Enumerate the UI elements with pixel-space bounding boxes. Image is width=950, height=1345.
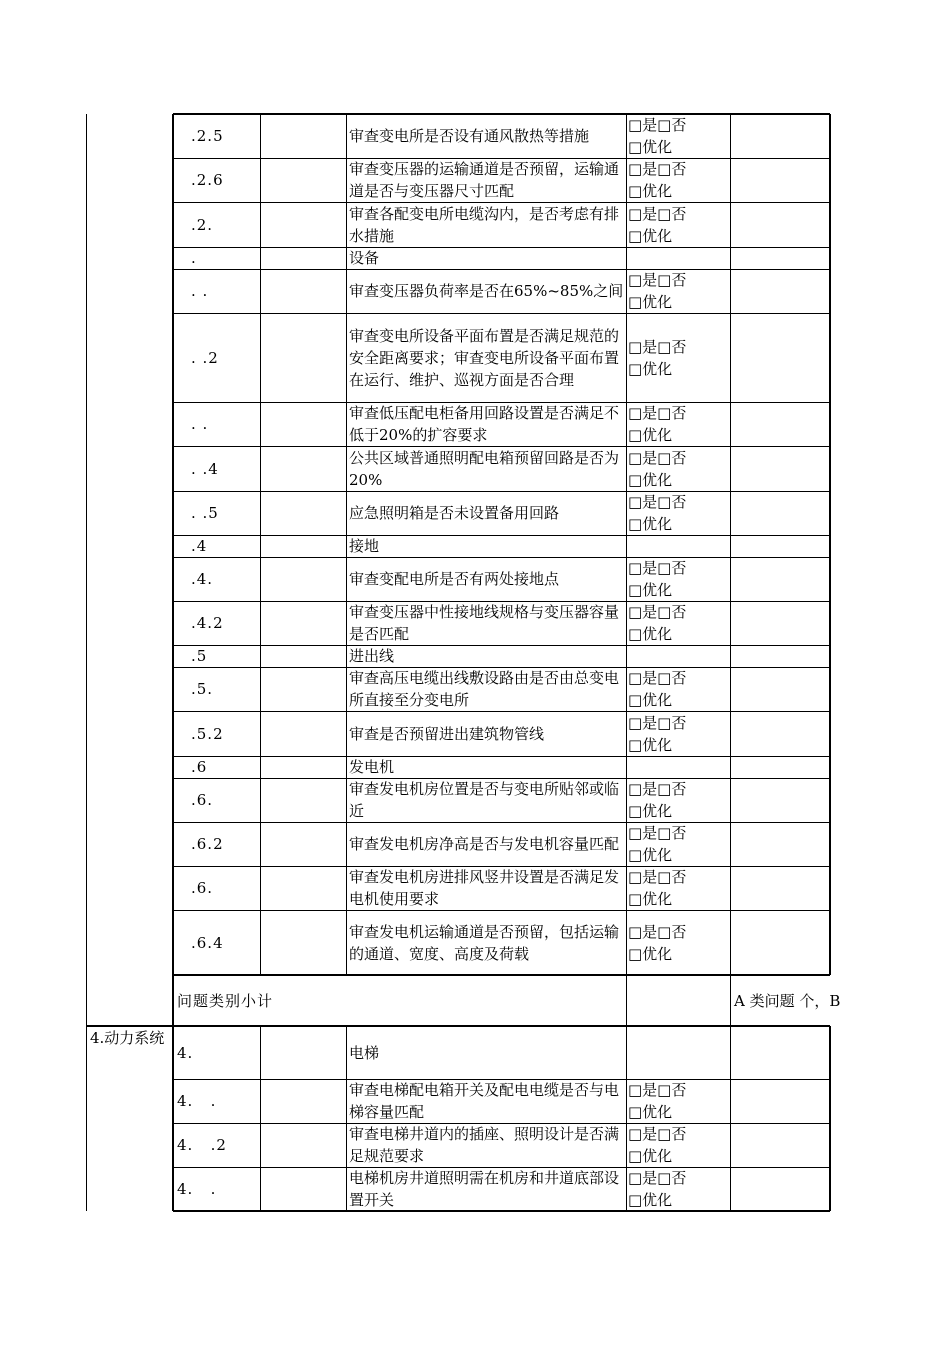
grid-line-h xyxy=(173,113,830,115)
yes-no-checkboxes[interactable]: □是□否 xyxy=(628,868,687,886)
optimize-checkbox[interactable]: □优化 xyxy=(628,182,673,200)
item-description-text: 审查电梯井道内的插座、照明设计是否满足规范要求 xyxy=(349,1125,620,1165)
item-number xyxy=(173,535,260,557)
review-options[interactable] xyxy=(626,711,730,756)
yes-no-checkboxes[interactable]: □是□否 xyxy=(628,824,687,842)
grid-line-v xyxy=(829,1026,831,1211)
grid-line-v xyxy=(346,114,347,975)
item-number xyxy=(173,446,260,491)
optimize-checkbox[interactable]: □优化 xyxy=(628,1103,673,1121)
item-description-text: 公共区域普通照明配电箱预留回路是否为20% xyxy=(349,448,620,489)
item-number xyxy=(173,1123,260,1167)
optimize-checkbox[interactable]: □优化 xyxy=(628,735,673,754)
review-options[interactable] xyxy=(626,158,730,202)
item-description-text: 接地 xyxy=(349,537,380,555)
grid-line-h xyxy=(173,866,830,867)
grid-line-h xyxy=(173,1079,830,1080)
item-number xyxy=(173,756,260,778)
optimize-checkbox[interactable]: □优化 xyxy=(628,426,673,444)
yes-no-checkboxes[interactable]: □是□否 xyxy=(628,404,687,422)
grid-line-h xyxy=(173,645,830,646)
optimize-checkbox[interactable]: □优化 xyxy=(628,802,673,820)
item-number-text: .4. xyxy=(191,570,214,588)
optimize-checkbox[interactable]: □优化 xyxy=(628,944,673,963)
item-description-text: 审查各配变电所电缆沟内，是否考虑有排水措施 xyxy=(349,204,620,245)
grid-line-h xyxy=(86,1025,830,1027)
item-number-text: 4. xyxy=(177,1043,194,1062)
grid-line-h xyxy=(173,1210,830,1212)
item-description xyxy=(346,1079,626,1123)
review-options[interactable] xyxy=(626,822,730,866)
item-description-text: 审查变压器负荷率是否在65%~85%之间 xyxy=(349,282,624,300)
item-number xyxy=(173,557,260,601)
subtotal-summary xyxy=(730,975,900,1026)
item-number-text: .5. xyxy=(191,680,214,698)
item-description-text: 审查发电机房净高是否与发电机容量匹配 xyxy=(349,835,620,853)
item-number xyxy=(173,910,260,975)
yes-no-checkboxes[interactable]: □是□否 xyxy=(628,922,687,941)
subtotal-label xyxy=(173,975,626,1026)
grid-line-v xyxy=(829,114,831,975)
item-number xyxy=(173,247,260,269)
grid-line-v xyxy=(86,114,87,1211)
item-number xyxy=(173,1026,260,1079)
item-number-text: .2. xyxy=(191,215,214,234)
grid-line-h xyxy=(173,974,830,976)
review-options[interactable] xyxy=(626,910,730,975)
grid-line-h xyxy=(173,778,830,779)
item-number-text: .6.2 xyxy=(191,835,224,853)
item-description xyxy=(346,269,626,313)
item-number xyxy=(173,313,260,402)
options-group[interactable] xyxy=(628,1167,686,1211)
item-description xyxy=(346,711,626,756)
review-options[interactable] xyxy=(626,114,730,158)
item-description-text: 审查发电机运输通道是否预留，包括运输的通道、宽度、高度及荷载 xyxy=(349,922,620,963)
item-description-text: 应急照明箱是否未设置备用回路 xyxy=(349,504,560,522)
item-number xyxy=(173,601,260,645)
item-description-text: 审查低压配电柜备用回路设置是否满足不低于20%的扩容要求 xyxy=(349,404,620,444)
item-number xyxy=(173,778,260,822)
optimize-checkbox[interactable]: □优化 xyxy=(628,138,673,156)
options-group[interactable] xyxy=(628,601,686,645)
grid-line-h xyxy=(173,1167,830,1168)
item-number-text: . .5 xyxy=(191,504,219,522)
item-description-text: 设备 xyxy=(349,249,380,267)
options-group[interactable] xyxy=(628,203,686,247)
options-group[interactable] xyxy=(628,557,686,601)
item-number-text: 4. . xyxy=(177,1180,217,1198)
optimize-checkbox[interactable]: □优化 xyxy=(628,890,673,908)
item-description xyxy=(346,822,626,866)
item-number xyxy=(173,402,260,446)
item-number xyxy=(173,1079,260,1123)
item-number xyxy=(173,1167,260,1211)
item-number-text: . . xyxy=(191,415,209,433)
optimize-checkbox[interactable]: □优化 xyxy=(628,470,673,489)
yes-no-checkboxes[interactable]: □是□否 xyxy=(628,271,687,289)
optimize-checkbox[interactable]: □优化 xyxy=(628,293,673,311)
yes-no-checkboxes[interactable]: □是□否 xyxy=(628,1081,687,1099)
grid-line-h xyxy=(173,202,830,203)
options-group[interactable] xyxy=(628,491,686,535)
grid-line-v xyxy=(260,114,261,975)
item-description-text: 审查变压器中性接地线规格与变压器容量是否匹配 xyxy=(349,603,620,643)
item-description-text: 审查发电机房进排风竖井设置是否满足发电机使用要求 xyxy=(349,868,620,908)
review-options[interactable] xyxy=(626,402,730,446)
yes-no-checkboxes[interactable]: □是□否 xyxy=(628,337,687,356)
review-options[interactable] xyxy=(626,313,730,402)
review-options[interactable] xyxy=(626,866,730,910)
item-number-text: . .2 xyxy=(191,348,219,367)
item-number-text: . .4 xyxy=(191,459,219,478)
item-description xyxy=(346,778,626,822)
item-description-text: 审查变配电所是否有两处接地点 xyxy=(349,570,560,588)
item-description-text: 审查变电所是否设有通风散热等措施 xyxy=(349,127,590,145)
grid-line-v xyxy=(346,1026,347,1211)
item-number xyxy=(173,269,260,313)
review-options[interactable] xyxy=(626,202,730,247)
item-description xyxy=(346,557,626,601)
item-number-text: .6.4 xyxy=(191,933,224,952)
item-number-text: .6 xyxy=(191,758,208,776)
item-description-text: 审查电梯配电箱开关及配电电缆是否与电梯容量匹配 xyxy=(349,1081,620,1121)
review-options[interactable] xyxy=(626,1123,730,1167)
grid-line-h xyxy=(173,601,830,602)
item-number xyxy=(173,114,260,158)
item-description xyxy=(346,247,626,269)
item-number-text: .5 xyxy=(191,647,208,665)
options-group[interactable] xyxy=(628,866,686,910)
grid-line-h xyxy=(173,402,830,403)
grid-line-h xyxy=(173,756,830,757)
review-options[interactable] xyxy=(626,446,730,491)
subtotal-label-text: 问题类别小计 xyxy=(177,991,274,1010)
optimize-checkbox[interactable]: □优化 xyxy=(628,625,673,643)
yes-no-checkboxes[interactable]: □是□否 xyxy=(628,559,687,577)
item-number-text: . . xyxy=(191,282,209,300)
optimize-checkbox[interactable]: □优化 xyxy=(628,359,673,378)
item-number xyxy=(173,822,260,866)
item-description xyxy=(346,535,626,557)
item-description xyxy=(346,1026,626,1079)
item-number-text: .5.2 xyxy=(191,724,224,743)
item-description-text: 电梯 xyxy=(349,1043,380,1062)
item-description xyxy=(346,1167,626,1211)
item-number-text: .2.5 xyxy=(191,127,224,145)
yes-no-checkboxes[interactable]: □是□否 xyxy=(628,780,687,798)
section-name-text: 4.动力系统 xyxy=(90,1029,165,1047)
section-name xyxy=(86,1026,173,1211)
yes-no-checkboxes[interactable]: □是□否 xyxy=(628,204,687,223)
grid-line-v xyxy=(730,114,731,1211)
item-description-text: 审查变电所设备平面布置是否满足规范的安全距离要求；审查变电所设备平面布置在运行、维护、巡视方面是否合理 xyxy=(349,326,620,389)
item-description-text: 审查是否预留进出建筑物管线 xyxy=(349,724,545,743)
review-options[interactable] xyxy=(626,601,730,645)
optimize-checkbox[interactable]: □优化 xyxy=(628,515,673,533)
item-description xyxy=(346,601,626,645)
review-options[interactable] xyxy=(626,491,730,535)
grid-line-h xyxy=(173,667,830,668)
review-options[interactable] xyxy=(626,269,730,313)
item-number-text: 4. . xyxy=(177,1092,217,1110)
review-options[interactable] xyxy=(626,778,730,822)
grid-line-v xyxy=(626,114,627,1211)
options-group[interactable] xyxy=(628,158,686,202)
item-number xyxy=(173,866,260,910)
options-group[interactable] xyxy=(628,667,686,711)
options-group[interactable] xyxy=(628,712,686,756)
item-number xyxy=(173,711,260,756)
yes-no-checkboxes[interactable]: □是□否 xyxy=(628,116,687,134)
yes-no-checkboxes[interactable]: □是□否 xyxy=(628,448,687,467)
item-description xyxy=(346,202,626,247)
item-number xyxy=(173,491,260,535)
grid-line-h xyxy=(173,313,830,314)
grid-line-h xyxy=(173,1123,830,1124)
optimize-checkbox[interactable]: □优化 xyxy=(628,1191,673,1209)
grid-line-h xyxy=(173,446,830,447)
yes-no-checkboxes[interactable]: □是□否 xyxy=(628,713,687,732)
item-number xyxy=(173,645,260,667)
grid-line-h xyxy=(173,557,830,558)
item-description-text: 电梯机房井道照明需在机房和井道底部设置开关 xyxy=(349,1169,620,1209)
options-group[interactable] xyxy=(628,778,686,822)
optimize-checkbox[interactable]: □优化 xyxy=(628,226,673,245)
item-description xyxy=(346,1123,626,1167)
yes-no-checkboxes[interactable]: □是□否 xyxy=(628,160,687,178)
item-description xyxy=(346,667,626,711)
item-description xyxy=(346,158,626,202)
yes-no-checkboxes[interactable]: □是□否 xyxy=(628,493,687,511)
item-number-text: 4. .2 xyxy=(177,1136,227,1154)
grid-line-h xyxy=(173,269,830,270)
item-number-text: .6. xyxy=(191,879,214,897)
grid-line-v xyxy=(260,1026,261,1211)
options-group[interactable] xyxy=(628,921,686,965)
yes-no-checkboxes[interactable]: □是□否 xyxy=(628,1125,687,1143)
subtotal-summary-text: A 类问题 个，B xyxy=(734,991,841,1010)
review-options[interactable] xyxy=(626,667,730,711)
item-number-text: . xyxy=(191,249,197,267)
grid-line-h xyxy=(173,711,830,712)
item-description xyxy=(346,910,626,975)
grid-line-h xyxy=(173,535,830,536)
item-number xyxy=(173,202,260,247)
item-description-text: 进出线 xyxy=(349,647,395,665)
grid-line-h xyxy=(173,822,830,823)
review-options[interactable] xyxy=(626,1079,730,1123)
review-options[interactable] xyxy=(626,557,730,601)
optimize-checkbox[interactable]: □优化 xyxy=(628,846,673,864)
item-number-text: .6. xyxy=(191,791,214,809)
item-description xyxy=(346,756,626,778)
grid-line-h xyxy=(173,910,830,911)
item-description-text: 审查变压器的运输通道是否预留，运输通道是否与变压器尺寸匹配 xyxy=(349,160,620,200)
options-group[interactable] xyxy=(628,336,686,380)
grid-line-h xyxy=(173,158,830,159)
item-description-text: 发电机 xyxy=(349,758,395,776)
yes-no-checkboxes[interactable]: □是□否 xyxy=(628,1169,687,1187)
item-description-text: 审查发电机房位置是否与变电所贴邻或临近 xyxy=(349,780,620,820)
options-group[interactable] xyxy=(628,402,686,446)
item-description-text: 审查高压电缆出线敷设路由是否由总变电所直接至分变电所 xyxy=(349,669,620,709)
item-description xyxy=(346,866,626,910)
optimize-checkbox[interactable]: □优化 xyxy=(628,581,673,599)
item-number-text: .4.2 xyxy=(191,614,224,632)
item-description xyxy=(346,491,626,535)
grid-line-h xyxy=(173,491,830,492)
item-number-text: .2.6 xyxy=(191,171,224,189)
options-group[interactable] xyxy=(628,114,686,158)
yes-no-checkboxes[interactable]: □是□否 xyxy=(628,603,687,621)
optimize-checkbox[interactable]: □优化 xyxy=(628,691,673,709)
item-number xyxy=(173,158,260,202)
yes-no-checkboxes[interactable]: □是□否 xyxy=(628,669,687,687)
item-description xyxy=(346,114,626,158)
item-number xyxy=(173,667,260,711)
item-description xyxy=(346,645,626,667)
item-description xyxy=(346,446,626,491)
item-description xyxy=(346,402,626,446)
options-group[interactable] xyxy=(628,1123,686,1167)
options-group[interactable] xyxy=(628,447,686,491)
grid-line-v xyxy=(172,114,174,1211)
item-description xyxy=(346,313,626,402)
grid-line-h xyxy=(173,247,830,248)
review-options[interactable] xyxy=(626,1167,730,1211)
options-group[interactable] xyxy=(628,822,686,866)
optimize-checkbox[interactable]: □优化 xyxy=(628,1147,673,1165)
options-group[interactable] xyxy=(628,269,686,313)
options-group[interactable] xyxy=(628,1079,686,1123)
item-number-text: .4 xyxy=(191,537,208,555)
